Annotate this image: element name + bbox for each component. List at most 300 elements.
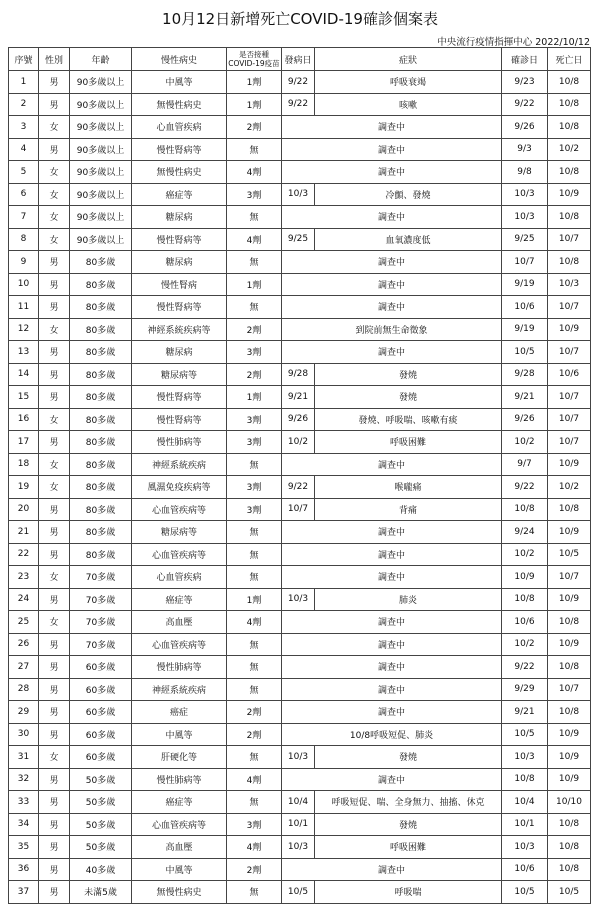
cell-history: 慢性腎病等 bbox=[132, 408, 227, 431]
cell-history: 糖尿病等 bbox=[132, 521, 227, 544]
cell-symptom: 調查中 bbox=[282, 701, 502, 724]
cell-symptom: 調查中 bbox=[282, 138, 502, 161]
cell-age: 40多歲 bbox=[70, 858, 132, 881]
cell-death: 10/9 bbox=[548, 633, 591, 656]
cell-confirmed: 9/25 bbox=[502, 228, 548, 251]
cell-sex: 男 bbox=[39, 678, 70, 701]
table-row bbox=[9, 453, 591, 476]
cell-age: 70多歲 bbox=[70, 633, 132, 656]
cell-age: 80多歲 bbox=[70, 543, 132, 566]
cell-death: 10/9 bbox=[548, 746, 591, 769]
cell-onset: 9/22 bbox=[282, 93, 315, 116]
cell-death: 10/10 bbox=[548, 791, 591, 814]
table-row bbox=[9, 813, 591, 836]
cell-symptom: 調查中 bbox=[282, 521, 502, 544]
cell-onset: 10/7 bbox=[282, 498, 315, 521]
cell-no: 20 bbox=[9, 498, 39, 521]
cell-sex: 女 bbox=[39, 611, 70, 634]
table-row bbox=[9, 476, 591, 499]
cell-history: 糖尿病 bbox=[132, 206, 227, 229]
table-row bbox=[9, 386, 591, 409]
cell-confirmed: 9/7 bbox=[502, 453, 548, 476]
cell-age: 50多歲 bbox=[70, 813, 132, 836]
cell-history: 高血壓 bbox=[132, 836, 227, 859]
cell-death: 10/5 bbox=[548, 543, 591, 566]
cell-no: 1 bbox=[9, 71, 39, 94]
cell-vaccine: 2劑 bbox=[227, 858, 282, 881]
cell-onset: 10/3 bbox=[282, 588, 315, 611]
table-row bbox=[9, 273, 591, 296]
cell-sex: 女 bbox=[39, 161, 70, 184]
cell-history: 癌症等 bbox=[132, 588, 227, 611]
cell-no: 23 bbox=[9, 566, 39, 589]
cell-vaccine: 無 bbox=[227, 206, 282, 229]
cell-confirmed: 10/5 bbox=[502, 723, 548, 746]
cell-confirmed: 9/22 bbox=[502, 656, 548, 679]
table-row bbox=[9, 206, 591, 229]
cell-confirmed: 9/8 bbox=[502, 161, 548, 184]
cell-death: 10/5 bbox=[548, 881, 591, 904]
cell-no: 32 bbox=[9, 768, 39, 791]
cell-no: 36 bbox=[9, 858, 39, 881]
cell-history: 神經系統疾病 bbox=[132, 453, 227, 476]
cell-symptom: 肺炎 bbox=[315, 588, 502, 611]
cases-table bbox=[8, 47, 591, 904]
table-row bbox=[9, 93, 591, 116]
cell-age: 90多歲以上 bbox=[70, 71, 132, 94]
cell-sex: 女 bbox=[39, 476, 70, 499]
cell-vaccine: 3劑 bbox=[227, 183, 282, 206]
cell-confirmed: 9/28 bbox=[502, 363, 548, 386]
table-row bbox=[9, 318, 591, 341]
cell-death: 10/7 bbox=[548, 408, 591, 431]
cell-no: 14 bbox=[9, 363, 39, 386]
cell-age: 未滿5歲 bbox=[70, 881, 132, 904]
table-row bbox=[9, 521, 591, 544]
cell-vaccine: 1劑 bbox=[227, 273, 282, 296]
cell-vaccine: 無 bbox=[227, 566, 282, 589]
cell-onset: 10/3 bbox=[282, 746, 315, 769]
cell-sex: 女 bbox=[39, 408, 70, 431]
cell-vaccine: 無 bbox=[227, 633, 282, 656]
cell-history: 心血管疾病等 bbox=[132, 813, 227, 836]
cell-symptom: 調查中 bbox=[282, 116, 502, 139]
cell-symptom: 呼吸困難 bbox=[315, 836, 502, 859]
cell-symptom: 發燒 bbox=[315, 386, 502, 409]
table-row bbox=[9, 431, 591, 454]
cell-age: 90多歲以上 bbox=[70, 228, 132, 251]
cell-no: 35 bbox=[9, 836, 39, 859]
cell-symptom: 發燒 bbox=[315, 746, 502, 769]
cell-death: 10/2 bbox=[548, 138, 591, 161]
cell-symptom: 呼吸困難 bbox=[315, 431, 502, 454]
page-title: 10月12日新增死亡COVID-19確診個案表 bbox=[162, 10, 438, 28]
table-row bbox=[9, 183, 591, 206]
cell-death: 10/9 bbox=[548, 723, 591, 746]
header-vaccine bbox=[227, 48, 282, 71]
cell-vaccine: 4劑 bbox=[227, 768, 282, 791]
cell-age: 60多歲 bbox=[70, 723, 132, 746]
cell-death: 10/9 bbox=[548, 318, 591, 341]
cell-no: 7 bbox=[9, 206, 39, 229]
cell-confirmed: 9/21 bbox=[502, 701, 548, 724]
cell-death: 10/8 bbox=[548, 206, 591, 229]
cell-symptom: 血氧濃度低 bbox=[315, 228, 502, 251]
cell-symptom: 調查中 bbox=[282, 543, 502, 566]
cell-sex: 男 bbox=[39, 791, 70, 814]
cell-age: 60多歲 bbox=[70, 701, 132, 724]
table-row bbox=[9, 678, 591, 701]
cell-sex: 男 bbox=[39, 431, 70, 454]
cell-sex: 男 bbox=[39, 71, 70, 94]
cell-no: 11 bbox=[9, 296, 39, 319]
cell-vaccine: 無 bbox=[227, 656, 282, 679]
cell-vaccine: 1劑 bbox=[227, 588, 282, 611]
cell-history: 糖尿病等 bbox=[132, 363, 227, 386]
table-row bbox=[9, 633, 591, 656]
cell-death: 10/8 bbox=[548, 836, 591, 859]
cell-death: 10/8 bbox=[548, 161, 591, 184]
cell-vaccine: 2劑 bbox=[227, 363, 282, 386]
cell-symptom: 調查中 bbox=[282, 656, 502, 679]
cell-age: 80多歲 bbox=[70, 296, 132, 319]
cell-death: 10/7 bbox=[548, 341, 591, 364]
cell-death: 10/7 bbox=[548, 296, 591, 319]
table-row bbox=[9, 543, 591, 566]
cell-vaccine: 4劑 bbox=[227, 836, 282, 859]
table-row bbox=[9, 408, 591, 431]
cell-no: 4 bbox=[9, 138, 39, 161]
cell-history: 慢性腎病等 bbox=[132, 386, 227, 409]
cell-history: 癌症等 bbox=[132, 183, 227, 206]
cell-symptom: 調查中 bbox=[282, 768, 502, 791]
cell-symptom: 到院前無生命徵象 bbox=[282, 318, 502, 341]
cell-confirmed: 9/22 bbox=[502, 93, 548, 116]
cell-death: 10/7 bbox=[548, 431, 591, 454]
cell-age: 60多歲 bbox=[70, 746, 132, 769]
cell-no: 21 bbox=[9, 521, 39, 544]
cell-sex: 女 bbox=[39, 318, 70, 341]
cell-onset: 10/3 bbox=[282, 183, 315, 206]
cell-history: 慢性肺病等 bbox=[132, 656, 227, 679]
cell-vaccine: 3劑 bbox=[227, 813, 282, 836]
cell-sex: 男 bbox=[39, 341, 70, 364]
cell-vaccine: 4劑 bbox=[227, 161, 282, 184]
cell-vaccine: 無 bbox=[227, 746, 282, 769]
cell-history: 風濕免疫疾病等 bbox=[132, 476, 227, 499]
cell-age: 50多歲 bbox=[70, 768, 132, 791]
cell-confirmed: 10/6 bbox=[502, 296, 548, 319]
cell-no: 5 bbox=[9, 161, 39, 184]
cell-age: 80多歲 bbox=[70, 341, 132, 364]
cell-onset: 10/4 bbox=[282, 791, 315, 814]
table-row bbox=[9, 566, 591, 589]
cell-history: 心血管疾病 bbox=[132, 116, 227, 139]
cell-age: 90多歲以上 bbox=[70, 183, 132, 206]
cell-sex: 男 bbox=[39, 656, 70, 679]
cell-confirmed: 9/26 bbox=[502, 408, 548, 431]
cell-history: 無慢性病史 bbox=[132, 161, 227, 184]
cell-sex: 男 bbox=[39, 633, 70, 656]
cell-death: 10/7 bbox=[548, 228, 591, 251]
cell-death: 10/8 bbox=[548, 116, 591, 139]
cell-death: 10/2 bbox=[548, 476, 591, 499]
cell-death: 10/9 bbox=[548, 521, 591, 544]
cell-onset: 10/5 bbox=[282, 881, 315, 904]
cell-history: 中風等 bbox=[132, 723, 227, 746]
table-row bbox=[9, 251, 591, 274]
cell-confirmed: 10/5 bbox=[502, 341, 548, 364]
cell-symptom: 呼吸短促、喘、全身無力、抽搐、休克 bbox=[315, 791, 502, 814]
table-row bbox=[9, 611, 591, 634]
cell-sex: 男 bbox=[39, 386, 70, 409]
cell-history: 糖尿病 bbox=[132, 251, 227, 274]
cell-symptom: 10/8呼吸短促、肺炎 bbox=[282, 723, 502, 746]
cell-vaccine: 無 bbox=[227, 791, 282, 814]
header-history: 慢性病史 bbox=[132, 48, 227, 71]
cell-confirmed: 10/2 bbox=[502, 633, 548, 656]
table-row bbox=[9, 858, 591, 881]
cell-no: 30 bbox=[9, 723, 39, 746]
cell-sex: 男 bbox=[39, 836, 70, 859]
cell-sex: 女 bbox=[39, 183, 70, 206]
cell-no: 6 bbox=[9, 183, 39, 206]
table-row bbox=[9, 161, 591, 184]
cell-age: 60多歲 bbox=[70, 678, 132, 701]
cell-symptom: 咳嗽 bbox=[315, 93, 502, 116]
cell-vaccine: 2劑 bbox=[227, 116, 282, 139]
table-row bbox=[9, 341, 591, 364]
cell-death: 10/9 bbox=[548, 453, 591, 476]
cell-sex: 女 bbox=[39, 453, 70, 476]
cell-history: 高血壓 bbox=[132, 611, 227, 634]
cell-vaccine: 1劑 bbox=[227, 93, 282, 116]
cell-death: 10/8 bbox=[548, 611, 591, 634]
cell-symptom: 調查中 bbox=[282, 251, 502, 274]
table-row bbox=[9, 138, 591, 161]
cell-age: 80多歲 bbox=[70, 498, 132, 521]
table-row bbox=[9, 116, 591, 139]
table-row bbox=[9, 881, 591, 904]
cell-confirmed: 10/2 bbox=[502, 543, 548, 566]
cell-symptom: 調查中 bbox=[282, 566, 502, 589]
cell-age: 80多歲 bbox=[70, 453, 132, 476]
cell-confirmed: 10/5 bbox=[502, 881, 548, 904]
cell-confirmed: 10/3 bbox=[502, 746, 548, 769]
cell-sex: 男 bbox=[39, 588, 70, 611]
cell-symptom: 調查中 bbox=[282, 453, 502, 476]
cell-confirmed: 10/3 bbox=[502, 183, 548, 206]
cell-sex: 男 bbox=[39, 701, 70, 724]
cell-confirmed: 9/22 bbox=[502, 476, 548, 499]
cell-symptom: 呼吸衰竭 bbox=[315, 71, 502, 94]
table-row bbox=[9, 746, 591, 769]
table-row bbox=[9, 768, 591, 791]
cell-history: 肝硬化等 bbox=[132, 746, 227, 769]
cell-onset: 10/3 bbox=[282, 836, 315, 859]
header-symptom: 症狀 bbox=[315, 48, 502, 71]
cell-vaccine: 1劑 bbox=[227, 71, 282, 94]
cell-symptom: 調查中 bbox=[282, 296, 502, 319]
cell-death: 10/3 bbox=[548, 273, 591, 296]
cell-confirmed: 10/9 bbox=[502, 566, 548, 589]
cell-sex: 男 bbox=[39, 723, 70, 746]
cell-death: 10/9 bbox=[548, 768, 591, 791]
cell-vaccine: 1劑 bbox=[227, 386, 282, 409]
cell-symptom: 調查中 bbox=[282, 273, 502, 296]
cell-death: 10/8 bbox=[548, 858, 591, 881]
cell-vaccine: 3劑 bbox=[227, 341, 282, 364]
cell-symptom: 調查中 bbox=[282, 633, 502, 656]
cell-age: 80多歲 bbox=[70, 363, 132, 386]
table-row bbox=[9, 498, 591, 521]
cell-sex: 男 bbox=[39, 768, 70, 791]
header-vaccine-line: 是否接種 bbox=[239, 50, 269, 59]
cell-history: 心血管疾病等 bbox=[132, 543, 227, 566]
cell-symptom: 調查中 bbox=[282, 858, 502, 881]
cell-no: 37 bbox=[9, 881, 39, 904]
cell-history: 中風等 bbox=[132, 858, 227, 881]
cell-symptom: 背痛 bbox=[315, 498, 502, 521]
cell-vaccine: 無 bbox=[227, 138, 282, 161]
cell-age: 60多歲 bbox=[70, 656, 132, 679]
cell-symptom: 調查中 bbox=[282, 678, 502, 701]
cell-no: 17 bbox=[9, 431, 39, 454]
cell-vaccine: 無 bbox=[227, 881, 282, 904]
cell-confirmed: 9/21 bbox=[502, 386, 548, 409]
cell-vaccine: 無 bbox=[227, 521, 282, 544]
cell-sex: 女 bbox=[39, 228, 70, 251]
cell-history: 心血管疾病等 bbox=[132, 498, 227, 521]
cell-confirmed: 9/26 bbox=[502, 116, 548, 139]
cell-history: 慢性腎病等 bbox=[132, 138, 227, 161]
cell-confirmed: 10/3 bbox=[502, 206, 548, 229]
cell-no: 27 bbox=[9, 656, 39, 679]
cell-age: 50多歲 bbox=[70, 791, 132, 814]
cell-no: 16 bbox=[9, 408, 39, 431]
cell-no: 22 bbox=[9, 543, 39, 566]
source-note: 中央流行疫情指揮中心 2022/10/12 bbox=[437, 37, 590, 48]
cell-symptom: 發燒 bbox=[315, 363, 502, 386]
cell-no: 28 bbox=[9, 678, 39, 701]
cell-no: 33 bbox=[9, 791, 39, 814]
cell-history: 慢性腎病 bbox=[132, 273, 227, 296]
header-sex: 性別 bbox=[39, 48, 70, 71]
cell-confirmed: 10/4 bbox=[502, 791, 548, 814]
cell-vaccine: 2劑 bbox=[227, 318, 282, 341]
cell-death: 10/9 bbox=[548, 183, 591, 206]
cell-no: 2 bbox=[9, 93, 39, 116]
cell-sex: 男 bbox=[39, 93, 70, 116]
cell-no: 8 bbox=[9, 228, 39, 251]
cell-sex: 男 bbox=[39, 521, 70, 544]
cell-death: 10/7 bbox=[548, 678, 591, 701]
cell-symptom: 發燒 bbox=[315, 813, 502, 836]
cell-confirmed: 9/19 bbox=[502, 273, 548, 296]
cell-confirmed: 10/3 bbox=[502, 836, 548, 859]
cell-death: 10/8 bbox=[548, 813, 591, 836]
cell-no: 19 bbox=[9, 476, 39, 499]
cell-death: 10/7 bbox=[548, 386, 591, 409]
cell-confirmed: 9/24 bbox=[502, 521, 548, 544]
cell-history: 慢性腎病等 bbox=[132, 296, 227, 319]
table-row bbox=[9, 588, 591, 611]
cell-onset: 9/21 bbox=[282, 386, 315, 409]
cell-age: 90多歲以上 bbox=[70, 116, 132, 139]
cell-vaccine: 無 bbox=[227, 296, 282, 319]
table-row bbox=[9, 656, 591, 679]
cell-vaccine: 4劑 bbox=[227, 228, 282, 251]
cell-age: 90多歲以上 bbox=[70, 161, 132, 184]
header-no: 序號 bbox=[9, 48, 39, 71]
cell-vaccine: 2劑 bbox=[227, 701, 282, 724]
cell-vaccine: 3劑 bbox=[227, 431, 282, 454]
cell-age: 80多歲 bbox=[70, 273, 132, 296]
cell-history: 心血管疾病等 bbox=[132, 633, 227, 656]
cell-age: 80多歲 bbox=[70, 521, 132, 544]
cell-vaccine: 無 bbox=[227, 543, 282, 566]
cell-onset: 9/22 bbox=[282, 476, 315, 499]
table-row bbox=[9, 363, 591, 386]
cell-age: 70多歲 bbox=[70, 588, 132, 611]
header-vaccine-line: COVID-19疫苗 bbox=[228, 59, 280, 68]
cell-death: 10/8 bbox=[548, 701, 591, 724]
cell-age: 90多歲以上 bbox=[70, 93, 132, 116]
cell-symptom: 調查中 bbox=[282, 161, 502, 184]
cell-sex: 男 bbox=[39, 543, 70, 566]
cell-no: 13 bbox=[9, 341, 39, 364]
cell-age: 70多歲 bbox=[70, 566, 132, 589]
cell-confirmed: 9/19 bbox=[502, 318, 548, 341]
cell-no: 34 bbox=[9, 813, 39, 836]
cell-death: 10/9 bbox=[548, 588, 591, 611]
table-row bbox=[9, 71, 591, 94]
cell-history: 慢性肺病等 bbox=[132, 768, 227, 791]
header-confirmed: 確診日 bbox=[502, 48, 548, 71]
cell-sex: 女 bbox=[39, 746, 70, 769]
cell-no: 24 bbox=[9, 588, 39, 611]
header-age: 年齡 bbox=[70, 48, 132, 71]
cell-vaccine: 3劑 bbox=[227, 498, 282, 521]
cell-vaccine: 無 bbox=[227, 251, 282, 274]
cell-history: 心血管疾病 bbox=[132, 566, 227, 589]
cell-confirmed: 9/3 bbox=[502, 138, 548, 161]
cell-no: 29 bbox=[9, 701, 39, 724]
cell-symptom: 調查中 bbox=[282, 341, 502, 364]
cell-age: 80多歲 bbox=[70, 251, 132, 274]
table-row bbox=[9, 296, 591, 319]
cell-history: 癌症等 bbox=[132, 791, 227, 814]
table-row bbox=[9, 836, 591, 859]
cell-death: 10/8 bbox=[548, 498, 591, 521]
table-row bbox=[9, 791, 591, 814]
cell-no: 31 bbox=[9, 746, 39, 769]
cell-vaccine: 2劑 bbox=[227, 723, 282, 746]
cell-age: 90多歲以上 bbox=[70, 138, 132, 161]
cell-vaccine: 4劑 bbox=[227, 611, 282, 634]
cell-no: 26 bbox=[9, 633, 39, 656]
cell-sex: 男 bbox=[39, 138, 70, 161]
header-death: 死亡日 bbox=[548, 48, 591, 71]
cell-symptom: 呼吸喘 bbox=[315, 881, 502, 904]
cell-history: 神經系統疾病 bbox=[132, 678, 227, 701]
cell-vaccine: 3劑 bbox=[227, 476, 282, 499]
cell-confirmed: 10/6 bbox=[502, 858, 548, 881]
cell-history: 慢性腎病等 bbox=[132, 228, 227, 251]
cell-no: 15 bbox=[9, 386, 39, 409]
table-row bbox=[9, 701, 591, 724]
cell-sex: 男 bbox=[39, 251, 70, 274]
